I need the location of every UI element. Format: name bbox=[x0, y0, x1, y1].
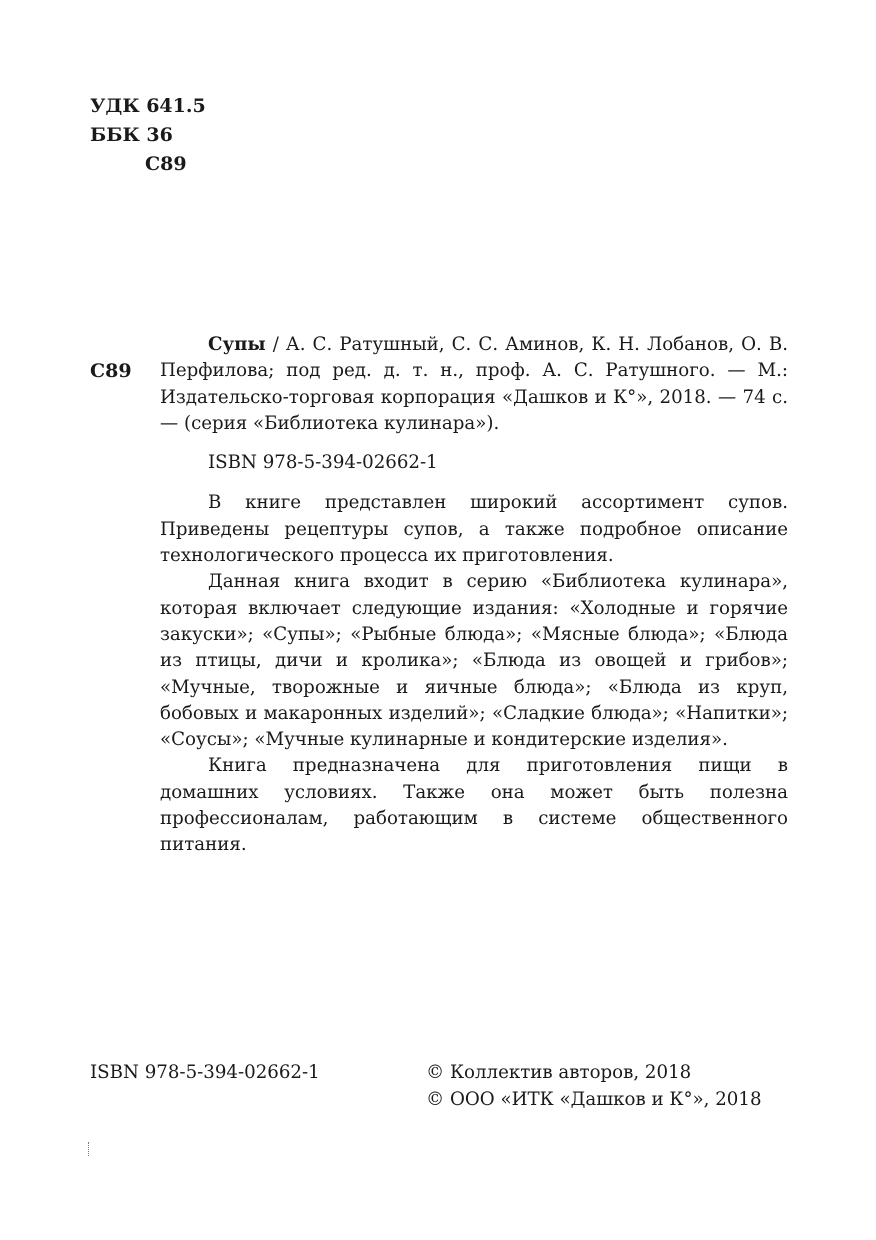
bibliographic-entry bbox=[160, 332, 788, 859]
book-title: Супы bbox=[208, 334, 266, 355]
copyright-publisher: © ООО «ИТК «Дашков и К°», 2018 bbox=[426, 1088, 762, 1110]
bbk-code: ББК 36 bbox=[90, 124, 173, 146]
footer-isbn: ISBN 978-5-394-02662-1 bbox=[90, 1062, 320, 1083]
annotation-paragraph: Книга предназначена для приготовления пищи в домашних условиях. Также она может быть полезна профессионалам, работающим в системе общественного питания. bbox=[160, 755, 788, 856]
copyright-block bbox=[426, 1060, 762, 1113]
udk-code: УДК 641.5 bbox=[90, 95, 206, 117]
annotation-paragraph: Данная книга входит в серию «Библиотека кулинара», которая включает следующие издания: «Холодные и горячие закуски»; «Супы»; «Рыбные блюда»; «Мясные блюда»; «Блюда из птицы, дичи и кролика»; «Блюда из овощей и грибов»; «Мучные, творожные и яичные блюда»; «Блюда из круп, бобовых и макаронных изделий»; «Сладкие блюда»; «Напитки»; «Соусы»; «Мучные кулинарные и кондитерские изделия». bbox=[160, 571, 788, 751]
annotation-paragraph: В книге представлен широкий ассортимент супов. Приведены рецептуры супов, а также подробное описание технологического процесса их приготовления. bbox=[160, 492, 788, 567]
footer-isbn-block bbox=[90, 1060, 320, 1087]
classification-codes bbox=[90, 92, 206, 179]
entry-isbn: ISBN 978-5-394-02662-1 bbox=[208, 452, 438, 474]
bibliographic-description bbox=[160, 332, 788, 437]
author-mark: С89 bbox=[145, 153, 187, 175]
annotation bbox=[160, 490, 788, 858]
entry-author-mark: С89 bbox=[90, 360, 132, 382]
crop-mark bbox=[88, 1142, 91, 1156]
copyright-authors: © Коллектив авторов, 2018 bbox=[426, 1062, 692, 1083]
bibliographic-details: / А. С. Ратушный, С. С. Аминов, К. Н. Лобанов, О. В. Перфилова; под ред. д. т. н., проф. А. С. Ратушного. — М.: Издательско-торговая корпорация «Дашков и К°», 2018. — 74 с. — (серия «Библиотека кулинара»). bbox=[160, 334, 788, 434]
